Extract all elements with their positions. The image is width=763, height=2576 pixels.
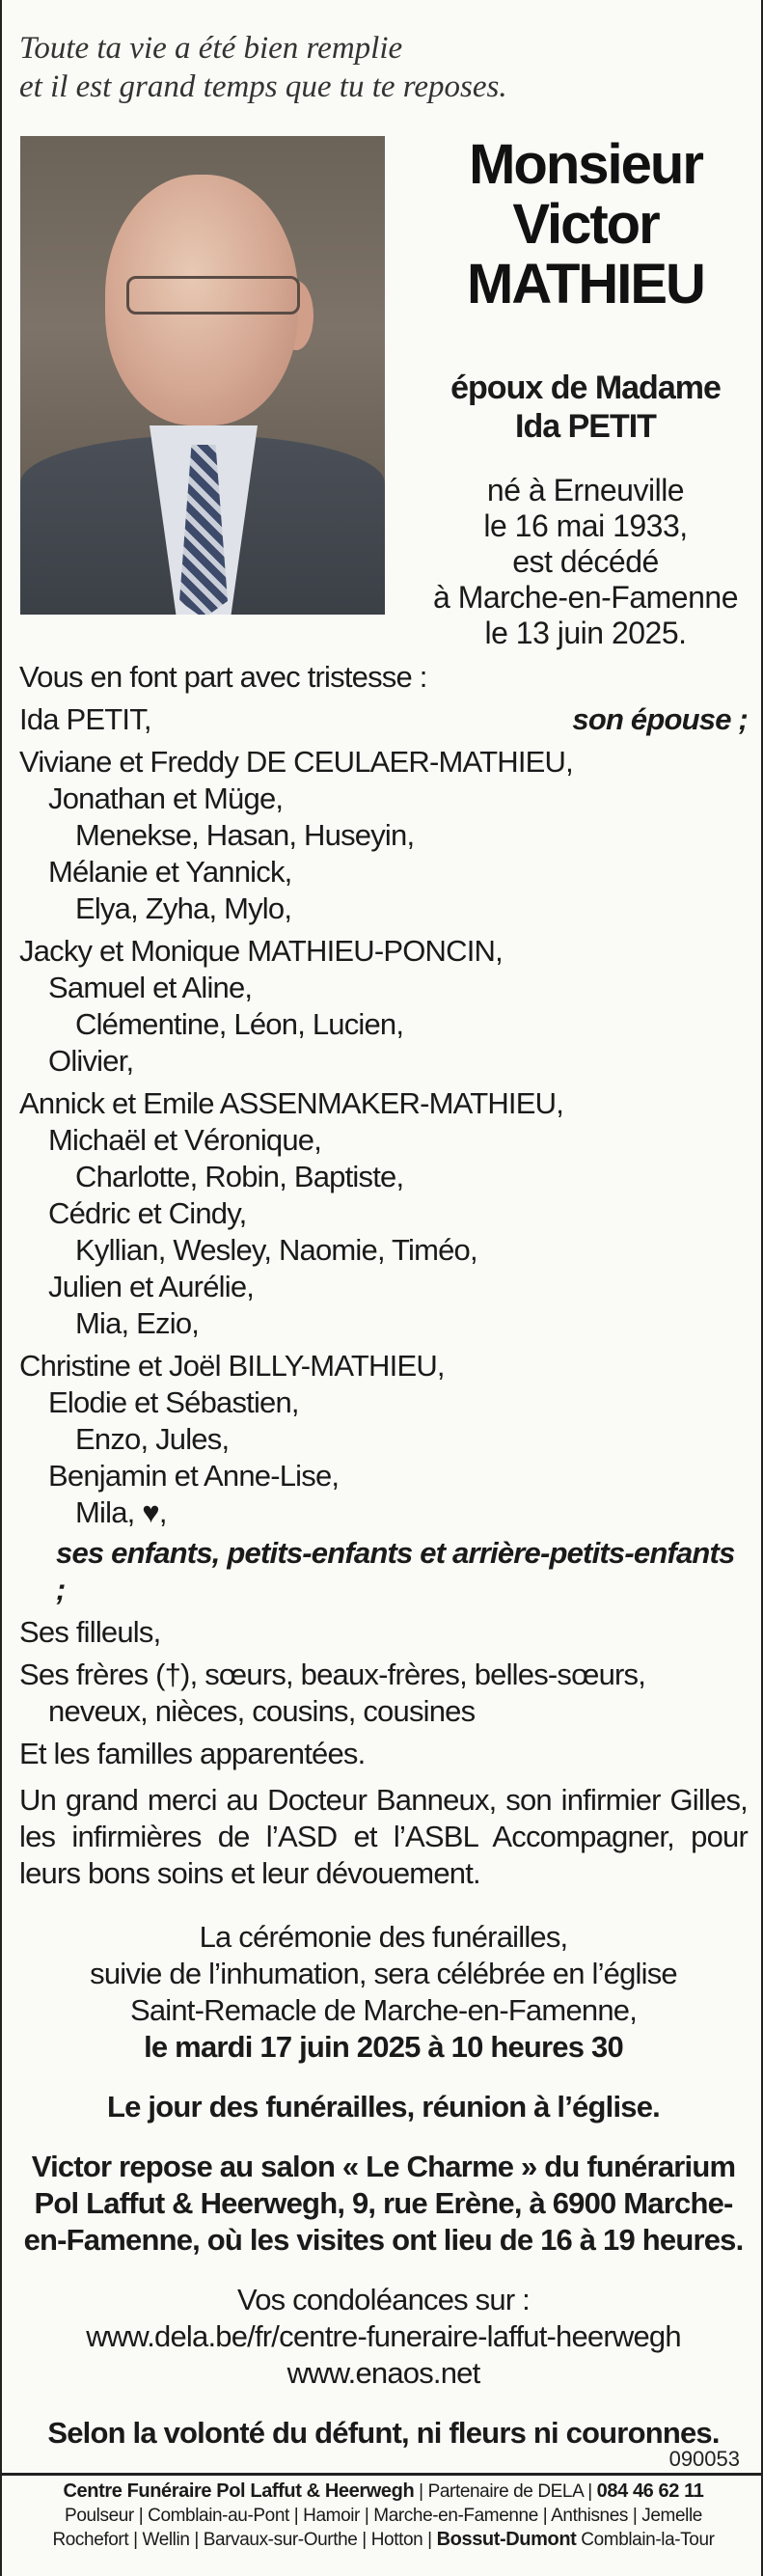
partner-name: Bossut-Dumont bbox=[436, 2529, 577, 2550]
family-child-line: Samuel et Aline, bbox=[48, 971, 253, 1004]
family-head-line: Viviane et Freddy DE CEULAER-MATHIEU, bbox=[19, 745, 573, 779]
announcement-body bbox=[19, 659, 748, 2452]
funeral-home-name: Centre Funéraire Pol Laffut & Heerwegh bbox=[63, 2480, 415, 2502]
visits-paragraph: Victor repose au salon « Le Charme » du funérarium Pol Laffut & Heerwegh, 9, rue Erène, à 6900 Marche-en-Famenne, où les visites ont lieu de 16 à 19 heures. bbox=[23, 2150, 744, 2257]
spouse-relation-label: son épouse ; bbox=[572, 702, 748, 736]
spouse-line: époux de Madame bbox=[450, 370, 721, 406]
birth-place: né à Erneuville bbox=[486, 473, 685, 507]
godchildren-line: Ses filleuls, bbox=[19, 1615, 161, 1649]
family-head-line: Annick et Emile ASSENMAKER-MATHIEU, bbox=[19, 1086, 564, 1120]
family-grandchild-line: Kyllian, Wesley, Naomie, Timéo, bbox=[75, 1233, 477, 1267]
family-grandchild-line: Clémentine, Léon, Lucien, bbox=[75, 1007, 404, 1041]
family-child-line: Mélanie et Yannick, bbox=[48, 855, 292, 889]
family-child-line: Michaël et Véronique, bbox=[48, 1123, 322, 1157]
locations-line: Poulseur | Comblain-au-Pont | Hamoir | Marche-en-Famenne | Anthisnes | Jemelle bbox=[65, 2506, 702, 2526]
name-last: MATHIEU bbox=[467, 253, 704, 315]
death-label: est décédé bbox=[512, 544, 659, 579]
family-child-line: Benjamin et Anne-Lise, bbox=[48, 1459, 340, 1493]
ceremony-line: Saint-Remacle de Marche-en-Famenne, bbox=[129, 1993, 638, 2027]
name-title: Monsieur bbox=[469, 133, 702, 196]
condolences-link[interactable]: www.enaos.net bbox=[286, 2356, 480, 2390]
ceremony-date: le mardi 17 juin 2025 à 10 heures 30 bbox=[144, 2030, 623, 2064]
family-grandchild-line: Mila, ♥, bbox=[75, 1495, 167, 1529]
funeral-home-footer bbox=[2, 2480, 763, 2552]
descendants-label: ses enfants, petits-enfants et arrière-petits-enfants ; bbox=[56, 1536, 735, 1606]
spouse-relation-name: Ida PETIT, bbox=[19, 702, 151, 736]
family-child-line: Elodie et Sébastien, bbox=[48, 1385, 299, 1419]
family-child-line: Cédric et Cindy, bbox=[48, 1196, 247, 1230]
ceremony-info bbox=[19, 1919, 748, 2066]
family-grandchild-line: Enzo, Jules, bbox=[75, 1422, 230, 1456]
intro-line: Vous en font part avec tristesse : bbox=[19, 660, 427, 694]
ceremony-line: La cérémonie des funérailles, bbox=[199, 1920, 568, 1954]
family-child-line: Olivier, bbox=[48, 1044, 134, 1078]
family-head-line: Jacky et Monique MATHIEU-PONCIN, bbox=[19, 934, 503, 968]
reference-code: 090053 bbox=[668, 2447, 740, 2471]
epigraph-line: Toute ta vie a été bien remplie bbox=[19, 31, 403, 66]
spouse-name: Ida PETIT bbox=[515, 408, 656, 445]
ceremony-line: suivie de l’inhumation, sera célébrée en l’église bbox=[90, 1957, 677, 1990]
partner-label: | Partenaire de DELA | bbox=[419, 2481, 592, 2502]
death-place: à Marche-en-Famenne bbox=[433, 580, 738, 615]
footer-divider bbox=[2, 2473, 763, 2476]
death-date: le 13 juin 2025. bbox=[484, 616, 687, 650]
related-families-line: Et les familles apparentées. bbox=[19, 1737, 366, 1770]
family-grandchild-line: Menekse, Hasan, Huseyin, bbox=[75, 818, 415, 852]
family-grandchild-line: Elya, Zyha, Mylo, bbox=[75, 891, 292, 925]
locations-line-2: Rochefort | Wellin | Barvaux-sur-Ourthe | Hotton | bbox=[52, 2530, 432, 2550]
funeral-home-phone: 084 46 62 11 bbox=[596, 2480, 704, 2502]
siblings-line: Ses frères (†), sœurs, beaux-frères, belles-sœurs, bbox=[19, 1658, 646, 1691]
partner-location: Comblain-la-Tour bbox=[581, 2530, 715, 2550]
family-list bbox=[19, 744, 748, 1531]
epigraph bbox=[19, 29, 733, 106]
condolences-link[interactable]: www.dela.be/fr/centre-funeraire-laffut-heerwegh bbox=[86, 2319, 681, 2353]
gathering-line: Le jour des funérailles, réunion à l’église. bbox=[107, 2090, 660, 2124]
thanks-paragraph: Un grand merci au Docteur Banneux, son infirmier Gilles, les infirmières de l’ASD et l’ASBL Accompagner, pour leurs bons soins et leur dévouement. bbox=[19, 1783, 748, 1890]
birth-death-info bbox=[407, 473, 763, 651]
birth-date: le 16 mai 1933, bbox=[483, 508, 688, 543]
condolences-label: Vos condoléances sur : bbox=[237, 2283, 530, 2316]
family-head-line: Christine et Joël BILLY-MATHIEU, bbox=[19, 1349, 445, 1383]
siblings-line-2: neveux, nièces, cousins, cousines bbox=[48, 1694, 476, 1728]
family-child-line: Julien et Aurélie, bbox=[48, 1270, 255, 1303]
spouse-relation-row bbox=[19, 701, 748, 738]
spouse-info bbox=[417, 369, 754, 446]
family-child-line: Jonathan et Müge, bbox=[48, 781, 284, 815]
epigraph-line: et il est grand temps que tu te reposes. bbox=[19, 69, 507, 104]
condolences-info bbox=[19, 2282, 748, 2392]
portrait-photo bbox=[20, 136, 385, 615]
name-first: Victor bbox=[512, 193, 659, 256]
family-grandchild-line: Charlotte, Robin, Baptiste, bbox=[75, 1160, 404, 1193]
family-grandchild-line: Mia, Ezio, bbox=[75, 1306, 200, 1340]
wish-line: Selon la volonté du défunt, ni fleurs ni couronnes. bbox=[47, 2416, 720, 2450]
deceased-name bbox=[426, 135, 745, 315]
